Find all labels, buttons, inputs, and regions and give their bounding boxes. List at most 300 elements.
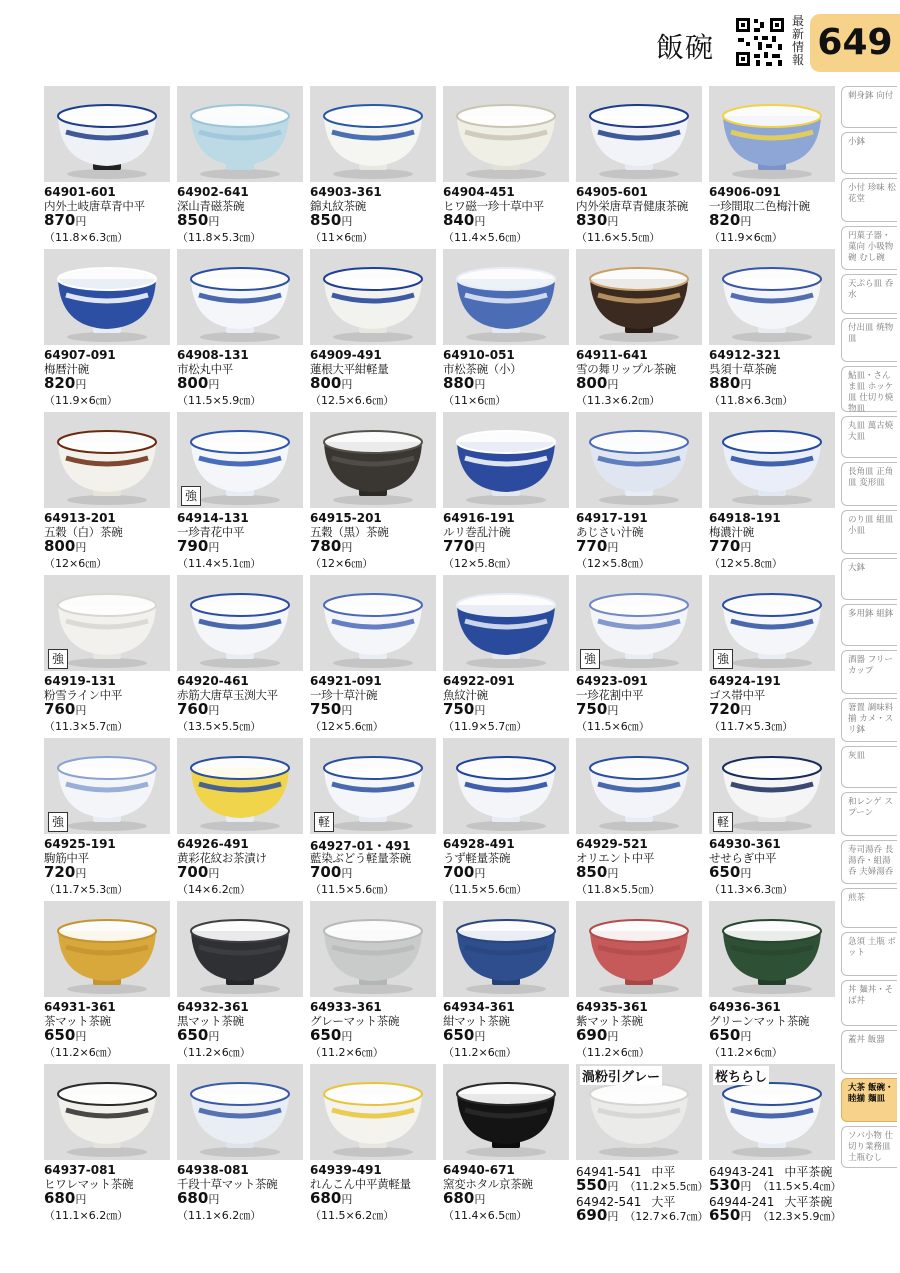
product-photo[interactable] — [709, 1064, 835, 1160]
yen-unit: 円 — [474, 378, 486, 391]
product-photo[interactable] — [576, 901, 702, 997]
price-value: 530 — [709, 1176, 741, 1194]
product-card[interactable] — [576, 249, 702, 409]
product-card[interactable] — [177, 86, 303, 246]
product-size: （12.3×5.9㎝） — [757, 1210, 842, 1223]
product-card[interactable] — [177, 1064, 303, 1224]
product-card[interactable] — [44, 901, 170, 1061]
price-value: 800 — [44, 537, 76, 555]
product-price — [443, 374, 485, 392]
yen-unit: 円 — [474, 1193, 486, 1206]
product-card[interactable] — [443, 86, 569, 246]
yen-unit: 円 — [208, 867, 220, 880]
price-value: 820 — [44, 374, 76, 392]
product-code: 64905-601 — [576, 185, 648, 199]
yen-unit: 円 — [607, 541, 619, 554]
product-name: 黒マット茶碗 — [177, 1014, 244, 1028]
bowl-illustration — [177, 575, 303, 671]
bowl-illustration — [310, 249, 436, 345]
product-photo[interactable] — [443, 412, 569, 508]
bowl-illustration — [576, 86, 702, 182]
product-size: （11.4×5.1㎝） — [177, 557, 262, 570]
product-name: オリエント中平 — [576, 851, 655, 865]
product-card[interactable] — [576, 412, 702, 572]
product-card[interactable] — [443, 738, 569, 898]
index-tab[interactable]: 大鉢 — [841, 558, 897, 600]
product-price — [44, 374, 86, 392]
product-photo[interactable] — [177, 901, 303, 997]
product-card[interactable] — [44, 1064, 170, 1224]
product-card[interactable] — [310, 249, 436, 409]
product-series-card[interactable] — [576, 1064, 709, 1239]
qr-label: 最新情報 — [792, 14, 805, 67]
product-name: 梅暦汁碗 — [44, 362, 89, 376]
index-tab[interactable]: のり皿 組皿 小皿 — [841, 510, 897, 554]
product-photo[interactable] — [709, 249, 835, 345]
yen-unit: 円 — [341, 215, 353, 228]
product-photo[interactable] — [177, 575, 303, 671]
bowl-illustration — [443, 901, 569, 997]
product-size: （11.9×6㎝） — [709, 231, 783, 244]
product-price — [310, 1026, 352, 1044]
product-photo[interactable] — [44, 412, 170, 508]
product-size: （11.7×5.3㎝） — [709, 720, 794, 733]
product-size: （11.6×5.5㎝） — [576, 231, 661, 244]
product-photo[interactable] — [310, 901, 436, 997]
index-tab[interactable]: 煎茶 — [841, 888, 897, 928]
product-price — [310, 863, 352, 881]
product-card[interactable] — [443, 249, 569, 409]
product-code: 64915-201 — [310, 511, 382, 525]
price-value: 780 — [310, 537, 342, 555]
product-code: 64937-081 — [44, 1163, 116, 1177]
yen-unit: 円 — [474, 1030, 486, 1043]
product-code: 64925-191 — [44, 837, 116, 851]
index-tab[interactable]: 和レンゲ スプーン — [841, 792, 897, 836]
index-tab[interactable]: 大茶 飯碗・睦揃 麺皿 — [841, 1078, 897, 1122]
product-code: 64914-131 — [177, 511, 249, 525]
product-price — [443, 1189, 485, 1207]
bowl-illustration — [44, 412, 170, 508]
product-size: （11.9×5.7㎝） — [443, 720, 528, 733]
price-value: 680 — [310, 1189, 342, 1207]
bowl-illustration — [576, 901, 702, 997]
product-series-card[interactable] — [709, 1064, 842, 1239]
variant-name: 中平茶碗 — [784, 1165, 833, 1179]
bowl-illustration — [177, 738, 303, 834]
product-card[interactable] — [443, 1064, 569, 1224]
index-tab[interactable]: 天ぷら皿 呑水 — [841, 274, 897, 314]
product-photo[interactable] — [709, 901, 835, 997]
yen-unit: 円 — [607, 215, 619, 228]
yen-unit: 円 — [341, 1030, 353, 1043]
price-value: 850 — [576, 863, 608, 881]
product-size: （11.9×6㎝） — [44, 394, 118, 407]
price-value: 550 — [576, 1176, 608, 1194]
product-name: ヒワ磁一珍十草中平 — [443, 199, 544, 213]
page-title: 飯碗 — [656, 31, 715, 64]
product-code: 64936-361 — [709, 1000, 781, 1014]
product-price — [576, 1026, 618, 1044]
price-value: 680 — [44, 1189, 76, 1207]
yen-unit: 円 — [740, 867, 752, 880]
product-name: れんこん中平黄軽量 — [310, 1177, 411, 1191]
bowl-illustration — [310, 901, 436, 997]
product-price — [44, 537, 86, 555]
product-name: 藍染ぶどう軽量茶碗 — [310, 851, 411, 865]
price-value: 700 — [443, 863, 475, 881]
product-photo[interactable] — [310, 86, 436, 182]
product-size: （11.2×6㎝） — [310, 1046, 384, 1059]
product-size: （12.7×6.7㎝） — [624, 1210, 709, 1223]
product-name: 五穀（白）茶碗 — [44, 525, 123, 539]
code-value: 64944-241 — [709, 1195, 775, 1209]
product-code: 64930-361 — [709, 837, 781, 851]
price-value: 650 — [709, 863, 741, 881]
code-value: 64941-541 — [576, 1165, 642, 1179]
product-size: （12×6㎝） — [44, 557, 108, 570]
page-number: 649 — [810, 14, 900, 72]
product-card[interactable] — [310, 901, 436, 1061]
price-value: 690 — [576, 1026, 608, 1044]
index-tab[interactable]: 丼 麺丼・そば丼 — [841, 980, 897, 1026]
price-value: 650 — [443, 1026, 475, 1044]
product-size: （11.5×5.9㎝） — [177, 394, 262, 407]
bowl-illustration — [44, 249, 170, 345]
bowl-illustration — [443, 249, 569, 345]
price-value: 750 — [310, 700, 342, 718]
yen-unit: 円 — [607, 1210, 619, 1223]
product-photo[interactable] — [177, 412, 303, 508]
price-value: 700 — [310, 863, 342, 881]
product-name: ゴス帯中平 — [709, 688, 765, 702]
product-price — [576, 211, 618, 229]
product-name: 市松茶碗（小） — [443, 362, 522, 376]
price-value: 840 — [443, 211, 475, 229]
product-price — [44, 211, 86, 229]
product-photo[interactable] — [709, 86, 835, 182]
price-value: 680 — [443, 1189, 475, 1207]
product-price — [44, 863, 86, 881]
product-card[interactable] — [443, 901, 569, 1061]
product-photo[interactable] — [44, 86, 170, 182]
product-size: （11.3×6.3㎝） — [709, 883, 794, 896]
yen-unit: 円 — [740, 1210, 752, 1223]
price-value: 770 — [709, 537, 741, 555]
product-price — [177, 1189, 219, 1207]
product-photo[interactable] — [443, 738, 569, 834]
product-card[interactable] — [576, 575, 702, 735]
index-tab[interactable]: 箸置 調味料揃 カメ・スリ鉢 — [841, 698, 897, 742]
product-name: うず軽量茶碗 — [443, 851, 511, 865]
price-value: 850 — [310, 211, 342, 229]
index-tab[interactable]: ソバ小物 仕切り業務皿 土瓶むし — [841, 1126, 897, 1168]
yen-unit: 円 — [341, 378, 353, 391]
product-price — [443, 1026, 485, 1044]
product-photo[interactable] — [576, 1064, 702, 1160]
yen-unit: 円 — [607, 704, 619, 717]
bowl-illustration — [709, 901, 835, 997]
product-size: （11.1×6.2㎝） — [177, 1209, 262, 1222]
product-code: 64927-01・491 — [310, 839, 411, 853]
bowl-illustration — [709, 412, 835, 508]
series-label: 桜ちらし — [713, 1066, 769, 1085]
product-photo[interactable] — [44, 738, 170, 834]
product-code: 64923-091 — [576, 674, 648, 688]
product-card[interactable] — [44, 249, 170, 409]
yen-unit: 円 — [607, 1030, 619, 1043]
product-price — [709, 1026, 751, 1044]
product-size: （11.5×6.2㎝） — [310, 1209, 395, 1222]
product-code: 64903-361 — [310, 185, 382, 199]
yen-unit: 円 — [208, 704, 220, 717]
product-size: （12×5.8㎝） — [709, 557, 783, 570]
product-photo[interactable] — [443, 575, 569, 671]
index-tab[interactable]: 蓋丼 飯器 — [841, 1030, 897, 1074]
product-photo[interactable] — [576, 86, 702, 182]
yen-unit: 円 — [75, 1193, 87, 1206]
price-value: 680 — [177, 1189, 209, 1207]
product-photo[interactable] — [576, 249, 702, 345]
product-photo[interactable] — [177, 738, 303, 834]
product-card[interactable] — [443, 412, 569, 572]
product-price — [443, 211, 485, 229]
product-card[interactable] — [177, 901, 303, 1061]
product-card[interactable] — [44, 412, 170, 572]
index-tab[interactable]: 灰皿 — [841, 746, 897, 788]
product-photo[interactable] — [709, 738, 835, 834]
index-tab[interactable]: 多用鉢 組鉢 — [841, 604, 897, 646]
product-price — [310, 374, 352, 392]
product-size: （12×5.6㎝） — [310, 720, 384, 733]
product-code: 64939-491 — [310, 1163, 382, 1177]
product-size: （12×5.8㎝） — [443, 557, 517, 570]
product-photo[interactable] — [310, 412, 436, 508]
product-photo[interactable] — [443, 901, 569, 997]
product-size: （11×6㎝） — [443, 394, 507, 407]
product-code: 64908-131 — [177, 348, 249, 362]
yen-unit: 円 — [75, 704, 87, 717]
product-code: 64940-671 — [443, 1163, 515, 1177]
index-tab[interactable]: 小付 珍味 松花堂 — [841, 178, 897, 222]
price-value: 750 — [443, 700, 475, 718]
product-photo[interactable] — [709, 575, 835, 671]
product-card[interactable] — [44, 738, 170, 898]
product-code: 64919-131 — [44, 674, 116, 688]
product-code: 64921-091 — [310, 674, 382, 688]
price-value: 720 — [709, 700, 741, 718]
product-card[interactable] — [44, 86, 170, 246]
product-price — [576, 374, 618, 392]
product-card[interactable] — [310, 738, 436, 898]
product-name: グリーンマット茶碗 — [709, 1014, 810, 1028]
price-value: 820 — [709, 211, 741, 229]
index-tab[interactable]: 丸皿 萬古焼大皿 — [841, 416, 897, 458]
product-card[interactable] — [576, 738, 702, 898]
product-card[interactable] — [310, 86, 436, 246]
product-code: 64902-641 — [177, 185, 249, 199]
product-name: 市松丸中平 — [177, 362, 233, 376]
yen-unit: 円 — [208, 1030, 220, 1043]
product-code: 64924-191 — [709, 674, 781, 688]
product-price — [177, 537, 219, 555]
product-code: 64932-361 — [177, 1000, 249, 1014]
product-size: （11.2×6㎝） — [44, 1046, 118, 1059]
product-size: （11.7×5.3㎝） — [44, 883, 129, 896]
product-code: 64911-641 — [576, 348, 648, 362]
product-code: 64934-361 — [443, 1000, 515, 1014]
product-code: 64901-601 — [44, 185, 116, 199]
product-size: （11×6㎝） — [310, 231, 374, 244]
product-card[interactable] — [709, 412, 835, 572]
product-code: 64929-521 — [576, 837, 648, 851]
variant-name: 大平 — [651, 1195, 676, 1209]
price-value: 650 — [44, 1026, 76, 1044]
product-card[interactable] — [576, 86, 702, 246]
product-name: 紺マット茶碗 — [443, 1014, 510, 1028]
index-tab[interactable]: 刺身鉢 向付 — [841, 86, 897, 128]
product-photo[interactable] — [709, 412, 835, 508]
product-card[interactable] — [310, 1064, 436, 1224]
index-tab[interactable]: 酒器 フリーカップ — [841, 650, 897, 694]
qr-code-icon[interactable] — [734, 16, 786, 68]
bowl-illustration — [443, 412, 569, 508]
product-photo[interactable] — [310, 575, 436, 671]
price-value: 720 — [44, 863, 76, 881]
product-code: 64928-491 — [443, 837, 515, 851]
product-name: 五穀（黒）茶碗 — [310, 525, 389, 539]
price-value: 690 — [576, 1206, 608, 1224]
product-photo[interactable] — [576, 412, 702, 508]
product-photo[interactable] — [177, 86, 303, 182]
yen-unit: 円 — [740, 704, 752, 717]
product-card[interactable] — [44, 575, 170, 735]
product-card[interactable] — [709, 738, 835, 898]
product-price — [44, 700, 86, 718]
yen-unit: 円 — [341, 541, 353, 554]
price-value: 880 — [443, 374, 475, 392]
product-name: 内外栄唐草青健康茶碗 — [576, 199, 688, 213]
product-card[interactable] — [709, 901, 835, 1061]
product-card[interactable] — [310, 575, 436, 735]
product-price — [44, 1026, 86, 1044]
product-card[interactable] — [310, 412, 436, 572]
product-name: 一珍青花中平 — [177, 525, 245, 539]
product-card[interactable] — [709, 249, 835, 409]
yen-unit: 円 — [341, 1193, 353, 1206]
product-photo[interactable] — [44, 249, 170, 345]
product-code: 64907-091 — [44, 348, 116, 362]
price-value: 650 — [177, 1026, 209, 1044]
product-name: ルリ巻乱汁碗 — [443, 525, 511, 539]
price-value: 760 — [177, 700, 209, 718]
product-card[interactable] — [177, 738, 303, 898]
price-value: 650 — [310, 1026, 342, 1044]
index-tab[interactable]: 寿司湯呑 長湯呑・組湯呑 夫婦湯呑 — [841, 840, 897, 884]
product-code: 64933-361 — [310, 1000, 382, 1014]
product-size: （11.3×5.7㎝） — [44, 720, 129, 733]
yen-unit: 円 — [208, 541, 220, 554]
product-name: 粉雪ライン中平 — [44, 688, 123, 702]
index-tab[interactable]: 長角皿 正角皿 変形皿 — [841, 462, 897, 506]
bowl-illustration — [44, 901, 170, 997]
bowl-illustration — [443, 1064, 569, 1160]
product-card[interactable] — [177, 575, 303, 735]
product-price — [177, 700, 219, 718]
bowl-illustration — [177, 86, 303, 182]
yen-unit: 円 — [341, 704, 353, 717]
durability-badge: 強 — [181, 486, 201, 506]
product-photo[interactable] — [443, 249, 569, 345]
product-photo[interactable] — [310, 1064, 436, 1160]
product-photo[interactable] — [576, 575, 702, 671]
product-card[interactable] — [177, 412, 303, 572]
product-photo[interactable] — [576, 738, 702, 834]
index-tab[interactable]: 鮎皿・さんま皿 ホッケ皿 仕切り焼物皿 — [841, 366, 897, 412]
bowl-illustration — [177, 901, 303, 997]
index-tab[interactable]: 急須 土瓶 ポット — [841, 932, 897, 976]
product-card[interactable] — [709, 86, 835, 246]
product-card[interactable] — [443, 575, 569, 735]
product-photo[interactable] — [177, 249, 303, 345]
product-card[interactable] — [709, 575, 835, 735]
bowl-illustration — [443, 575, 569, 671]
yen-unit: 円 — [341, 867, 353, 880]
product-name: 赤筋大唐草玉渕大平 — [177, 688, 278, 702]
product-size: （12.5×6.6㎝） — [310, 394, 395, 407]
product-size: （11.8×5.3㎝） — [177, 231, 262, 244]
product-photo[interactable] — [443, 86, 569, 182]
product-name: 紫マット茶碗 — [576, 1014, 643, 1028]
product-photo[interactable] — [44, 575, 170, 671]
product-code: 64912-321 — [709, 348, 781, 362]
product-size: （11.8×6.3㎝） — [44, 231, 129, 244]
product-photo[interactable] — [44, 1064, 170, 1160]
bowl-illustration — [177, 1064, 303, 1160]
product-size: （11.2×6㎝） — [443, 1046, 517, 1059]
product-size: （11.5×5.6㎝） — [443, 883, 528, 896]
bowl-illustration — [443, 738, 569, 834]
product-size: （11.5×5.4㎝） — [757, 1180, 842, 1193]
product-photo[interactable] — [177, 1064, 303, 1160]
index-tab[interactable]: 付出皿 焼物皿 — [841, 318, 897, 362]
index-tab[interactable]: 円菓子器・菓向 小吸物碗 むし碗 — [841, 226, 897, 270]
product-size: （11.2×6㎝） — [576, 1046, 650, 1059]
product-name: 窯変ホタル京茶碗 — [443, 1177, 533, 1191]
product-price — [310, 537, 352, 555]
product-price — [709, 211, 751, 229]
product-photo[interactable] — [310, 249, 436, 345]
product-photo[interactable] — [44, 901, 170, 997]
product-price — [709, 700, 751, 718]
product-photo[interactable] — [310, 738, 436, 834]
product-code: 64910-051 — [443, 348, 515, 362]
product-name: 蓮根大平紺軽量 — [310, 362, 389, 376]
product-name: グレーマット茶碗 — [310, 1014, 400, 1028]
yen-unit: 円 — [607, 378, 619, 391]
durability-badge: 強 — [48, 649, 68, 669]
price-value: 800 — [177, 374, 209, 392]
product-size: （11.4×5.6㎝） — [443, 231, 528, 244]
bowl-illustration — [576, 738, 702, 834]
index-tab[interactable]: 小鉢 — [841, 132, 897, 174]
product-card[interactable] — [576, 901, 702, 1061]
product-name: 一珍間取二色梅汁碗 — [709, 199, 810, 213]
product-photo[interactable] — [443, 1064, 569, 1160]
product-code: 64918-191 — [709, 511, 781, 525]
product-card[interactable] — [177, 249, 303, 409]
product-name: 黄彩花紋お茶漬け — [177, 851, 267, 865]
